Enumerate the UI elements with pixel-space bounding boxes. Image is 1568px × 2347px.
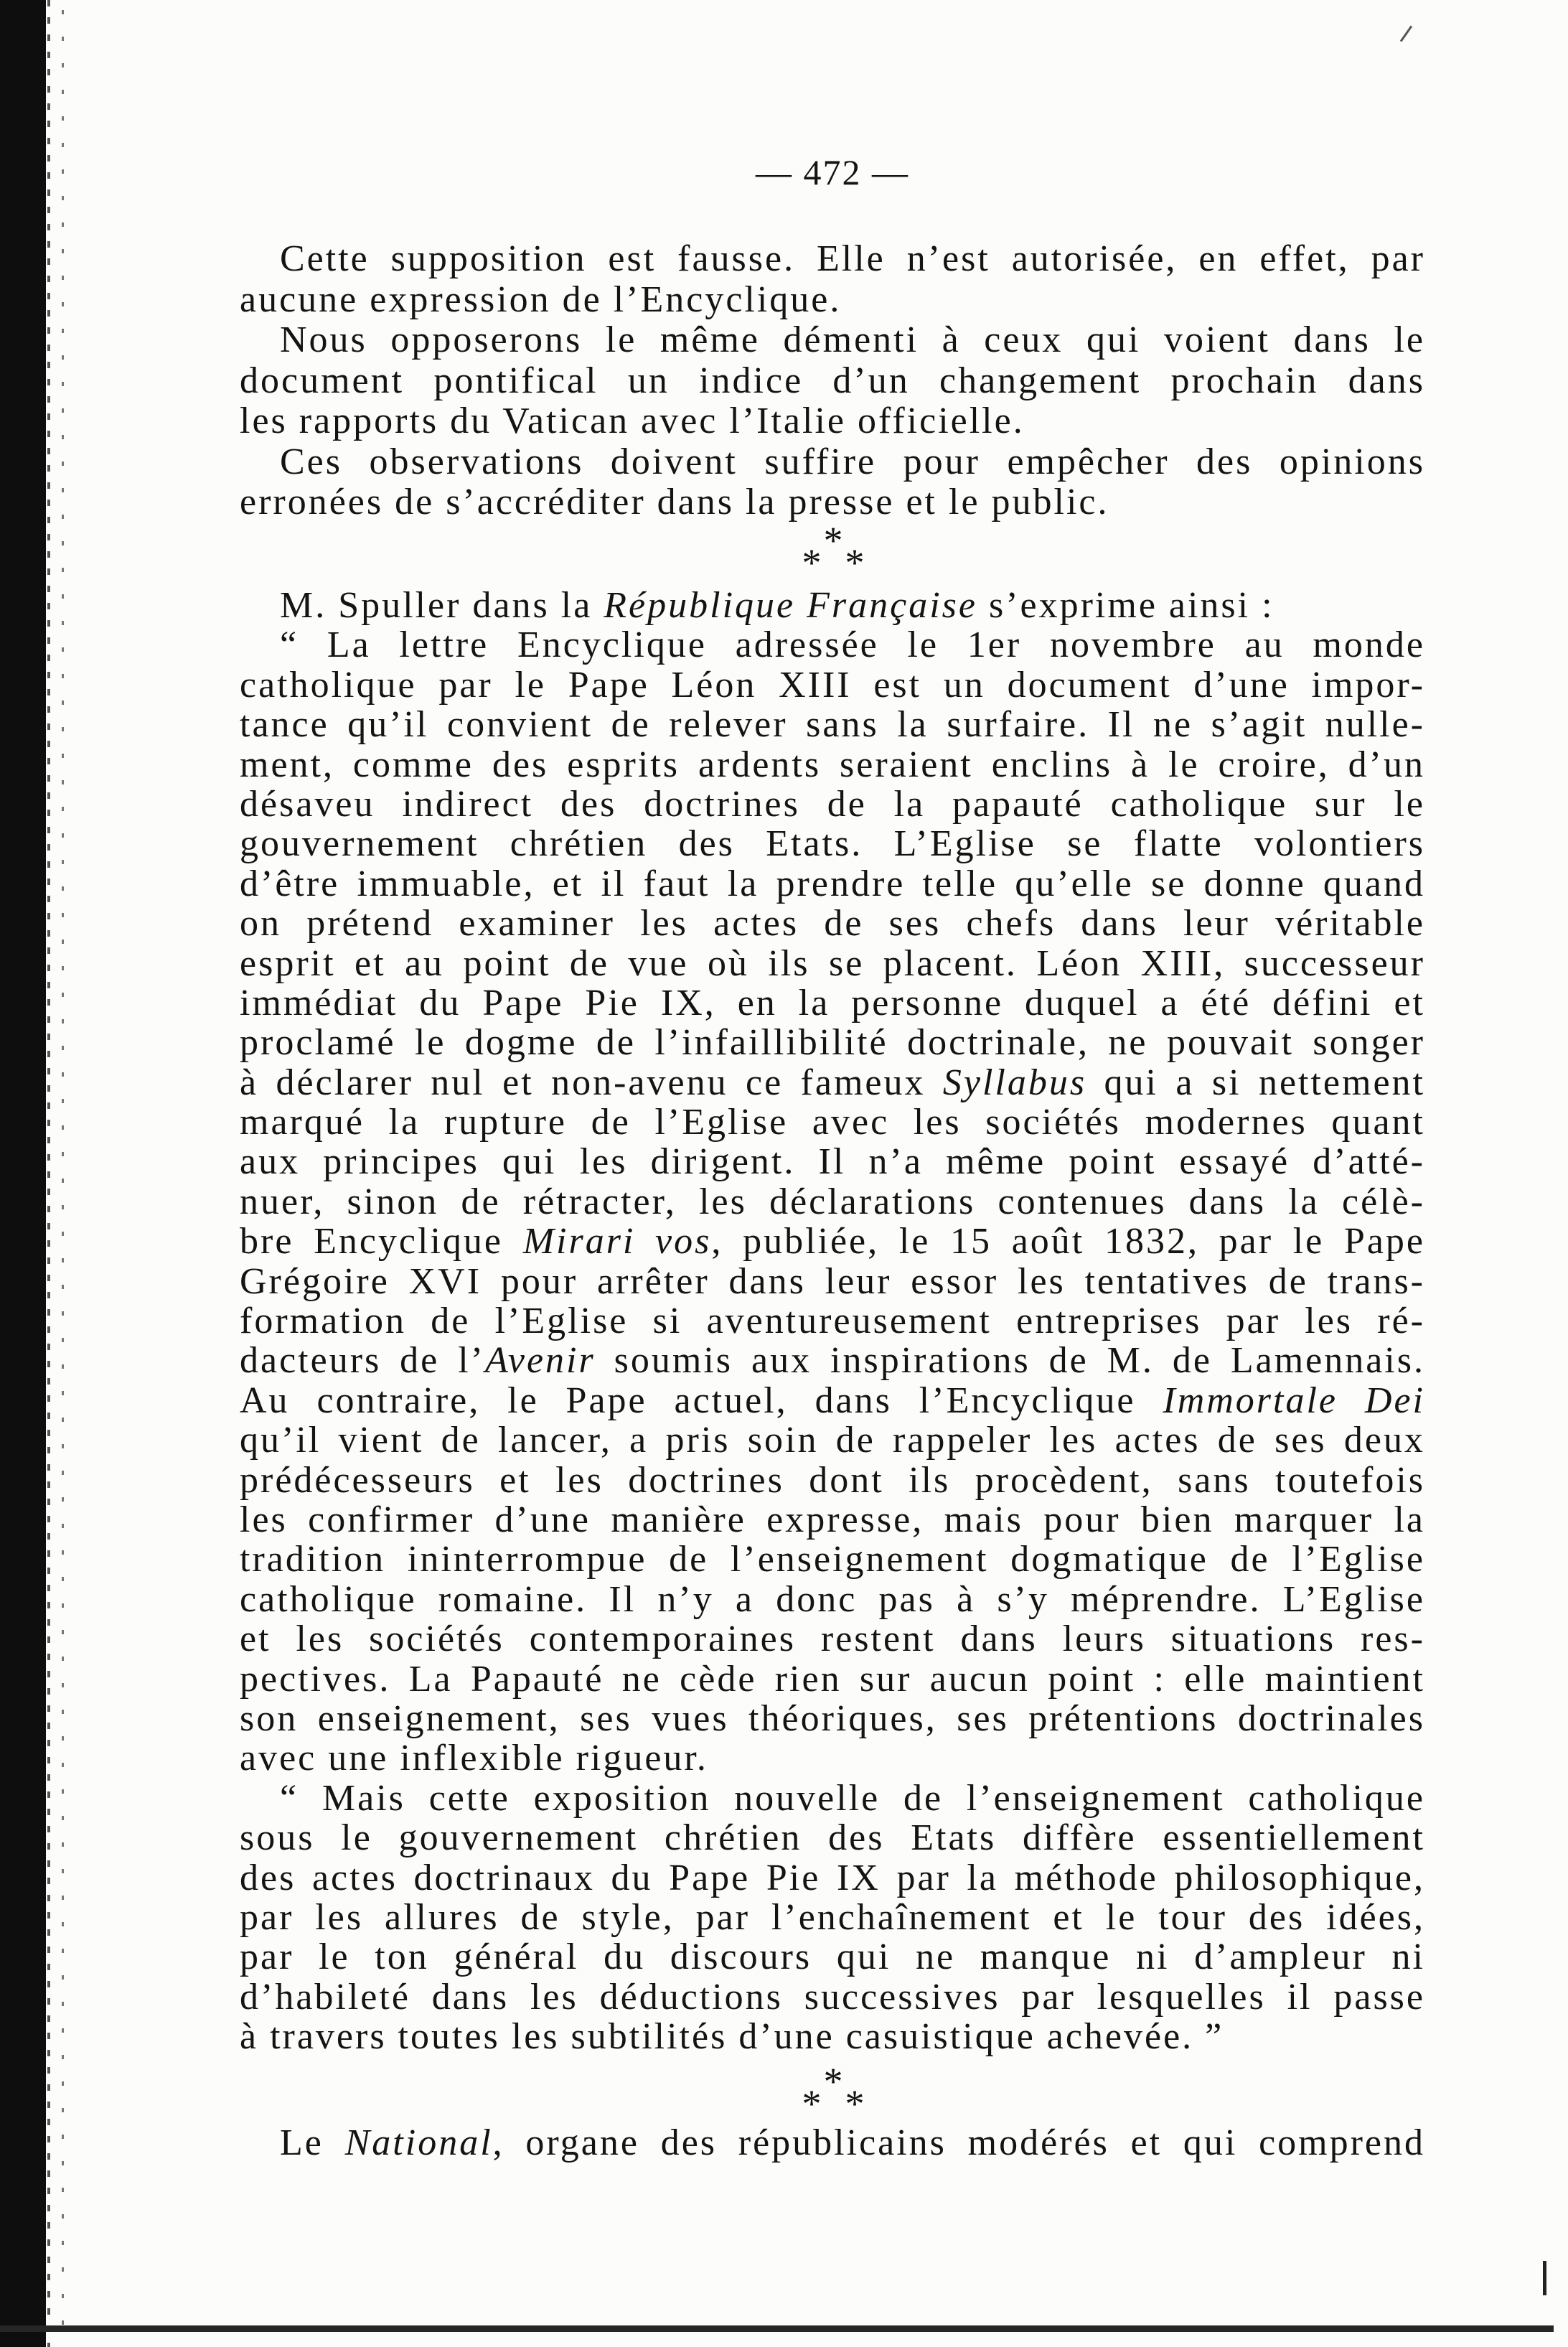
text-block: [240, 239, 1425, 523]
text-line: [240, 1222, 1425, 1261]
italic-title: Immortale Dei: [1163, 1379, 1425, 1421]
text-block: [240, 2123, 1425, 2163]
text-run: M. Spuller dans la: [280, 585, 604, 626]
text-line: tance qu’il convient de relever sans la surfaire. Il ne s’agit nulle-: [240, 704, 1425, 746]
paragraph: [240, 239, 1425, 320]
paragraph: [240, 625, 1425, 1778]
asterism-star: *: [802, 541, 822, 584]
scan-speck: [1543, 2261, 1546, 2295]
text-line: “ Mais cette exposition nouvelle de l’enseignement catholique: [280, 1777, 1425, 1819]
italic-title: National: [344, 2122, 493, 2163]
text-line: aux principes qui les dirigent. Il n’a même point essayé d’atté-: [240, 1141, 1425, 1183]
text-run: à déclarer nul et non-avenu ce fameux: [240, 1062, 943, 1103]
text-run: s’exprime ainsi :: [977, 585, 1274, 626]
scan-speck: [1400, 25, 1412, 42]
asterism-star: *: [802, 2082, 822, 2125]
text-line: Cette supposition est fausse. Elle n’est autorisée, en effet, par: [280, 238, 1425, 279]
italic-title: République Française: [604, 585, 977, 626]
text-line: document pontifical un indice d’un changement prochain dans: [240, 360, 1425, 401]
text-line: catholique romaine. Il n’y a donc pas à s’y méprendre. L’Eglise: [240, 1578, 1425, 1620]
paragraph: [240, 2123, 1425, 2163]
text-line: et les sociétés contemporaines restent dans leurs situations res-: [240, 1618, 1425, 1660]
text-line: formation de l’Eglise si aventureusement entreprises par les ré-: [240, 1301, 1425, 1342]
scan-stitch-marks: [47, 0, 50, 2347]
asterism-star: *: [845, 2082, 865, 2125]
text-line: tradition ininterrompue de l’enseignement dogmatique de l’Eglise: [240, 1539, 1425, 1580]
text-line: catholique par le Pape Léon XIII est un document d’une impor-: [240, 664, 1425, 706]
text-run: Au contraire, le Pape actuel, dans l’Encyclique: [240, 1379, 1163, 1421]
paragraph: [240, 1779, 1425, 2057]
scan-binding-edge: [0, 0, 46, 2347]
text-line: Ces observations doivent suffire pour empêcher des opinions: [280, 441, 1425, 482]
paragraph: [240, 586, 1425, 625]
text-line: [240, 2123, 1425, 2163]
text-line: Nous opposerons le même démenti à ceux qui voient dans le: [280, 319, 1425, 360]
text-run: dacteurs de l’: [240, 1340, 485, 1382]
text-line: erronées de s’accréditer dans la presse et le public.: [240, 482, 1109, 523]
text-run: soumis aux inspirations de M. de Lamennais.: [595, 1340, 1425, 1382]
italic-title: Mirari vos: [522, 1221, 712, 1262]
text-line: gouvernement chrétien des Etats. L’Eglise se flatte volontiers: [240, 823, 1425, 865]
text-line: [240, 1381, 1425, 1420]
text-line: sous le gouvernement chrétien des Etats diffère essentiellement: [240, 1817, 1425, 1859]
asterism-star: *: [845, 541, 865, 584]
text-line: les rapports du Vatican avec l’Italie officielle.: [240, 400, 1025, 441]
text-line: aucune expression de l’Encyclique.: [240, 278, 842, 320]
text-line: [240, 1063, 1425, 1102]
text-line: des actes doctrinaux du Pape Pie IX par la méthode philosophique,: [240, 1857, 1425, 1898]
asterism-star: *: [823, 519, 843, 562]
paragraph: [240, 320, 1425, 442]
text-line: par les allures de style, par l’enchaînement et le tour des idées,: [240, 1896, 1425, 1938]
text-line: ment, comme des esprits ardents seraient enclins à le croire, d’un: [240, 744, 1425, 785]
text-line: par le ton général du discours qui ne manque ni d’ampleur ni: [240, 1936, 1425, 1978]
text-line: immédiat du Pape Pie IX, en la personne duquel a été défini et: [240, 982, 1425, 1023]
text-line: pectives. La Papauté ne cède rien sur aucun point : elle maintient: [240, 1658, 1425, 1700]
text-line: à travers toutes les subtilités d’une casuistique achevée. ”: [240, 2016, 1224, 2058]
text-line: proclamé le dogme de l’infaillibilité doctrinale, ne pouvait songer: [240, 1022, 1425, 1064]
text-run: qui a si nettement: [1086, 1062, 1425, 1103]
text-line: esprit et au point de vue où ils se placent. Léon XIII, successeur: [240, 942, 1425, 984]
text-run: , publiée, le 15 août 1832, par le Pape: [711, 1221, 1426, 1262]
text-line: les confirmer d’une manière expresse, mais pour bien marquer la: [240, 1499, 1425, 1540]
scan-stitch-marks: [62, 0, 64, 2347]
text-line: qu’il vient de lancer, a pris soin de rappeler les actes de ses deux: [240, 1420, 1425, 1461]
text-line: [240, 586, 1425, 625]
text-block: [240, 586, 1425, 2056]
text-run: , organe des républicains modérés et qui comprend: [492, 2122, 1426, 2163]
text-line: nuer, sinon de rétracter, les déclarations contenues dans la célè-: [240, 1181, 1425, 1222]
text-run: Le: [280, 2122, 345, 2163]
text-line: on prétend examiner les actes de ses chefs dans leur véritable: [240, 903, 1425, 945]
text-line: désaveu indirect des doctrines de la papauté catholique sur le: [240, 783, 1425, 825]
text-line: marqué la rupture de l’Eglise avec les sociétés modernes quant: [240, 1102, 1425, 1143]
page-number: — 472 —: [756, 152, 909, 192]
asterism-star: *: [823, 2060, 843, 2103]
text-run: bre Encyclique: [240, 1221, 523, 1262]
text-line: “ La lettre Encyclique adressée le 1er novembre au monde: [280, 624, 1425, 666]
text-line: avec une inflexible rigueur.: [240, 1738, 708, 1779]
text-line: d’habileté dans les déductions successives par lesquelles il passe: [240, 1976, 1425, 2018]
italic-title: Avenir: [484, 1340, 596, 1382]
text-line: [240, 1341, 1425, 1380]
italic-title: Syllabus: [942, 1062, 1087, 1103]
text-line: son enseignement, ses vues théoriques, ses prétentions doctrinales: [240, 1697, 1425, 1739]
text-line: prédécesseurs et les doctrines dont ils procèdent, sans toutefois: [240, 1459, 1425, 1501]
paragraph: [240, 442, 1425, 523]
text-line: Grégoire XVI pour arrêter dans leur essor les tentatives de trans-: [240, 1260, 1425, 1302]
text-line: d’être immuable, et il faut la prendre telle qu’elle se donne quand: [240, 863, 1425, 904]
scan-bottom-edge: [0, 2325, 1554, 2332]
